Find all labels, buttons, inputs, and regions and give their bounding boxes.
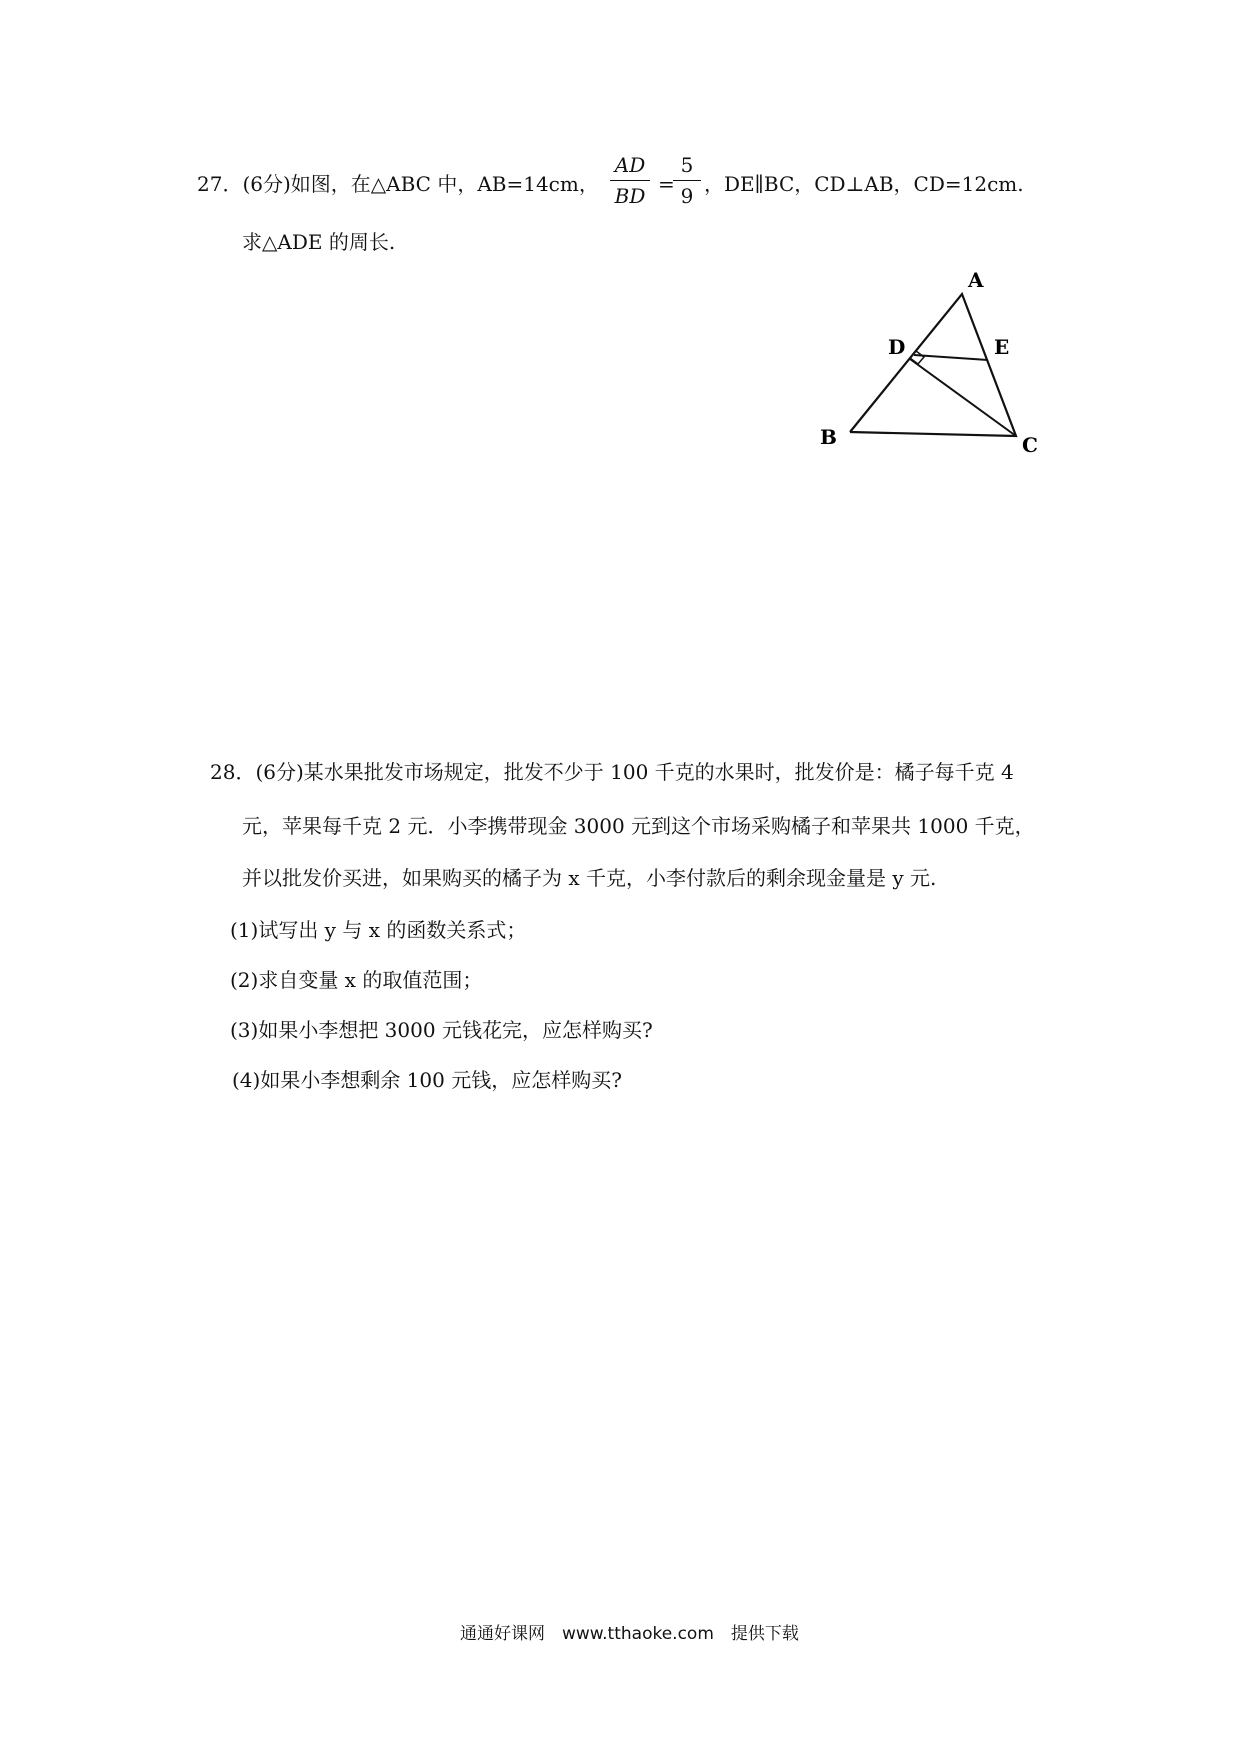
segment-de [914, 355, 988, 360]
q28-sub4: (4)如果小李想剩余 100 元钱，应怎样购买? [232, 1068, 622, 1092]
triangle-abc [850, 294, 1016, 436]
q27-fraction-ad-bd [610, 152, 650, 209]
footer-download-note: 通通好课网 www.tthaoke.com 提供下载 [460, 1624, 799, 1644]
q28-line1: 28．(6分)某水果批发市场规定，批发不少于 100 千克的水果时，批发价是：橘子每千克 4 [210, 760, 1014, 784]
fraction-denominator: 9 [680, 184, 694, 208]
label-a: A [968, 268, 984, 292]
q28-line3: 并以批发价买进，如果购买的橘子为 x 千克，小李付款后的剩余现金量是 y 元. [242, 866, 937, 890]
q27-fraction-5-9 [673, 152, 701, 209]
fraction-bar [673, 180, 701, 181]
q27-equals-sign: = [658, 172, 675, 196]
right-angle-mark [910, 351, 924, 364]
q28-line2: 元，苹果每千克 2 元．小李携带现金 3000 元到这个市场采购橘子和苹果共 1000 千克， [242, 814, 1035, 838]
triangle-figure [800, 260, 1080, 460]
q28-sub3: (3)如果小李想把 3000 元钱花完，应怎样购买? [230, 1018, 653, 1042]
label-b: B [820, 425, 837, 449]
q28-sub1: (1)试写出 y 与 x 的函数关系式； [230, 918, 527, 942]
fraction-denominator: BD [614, 184, 646, 208]
q27-text-part1: 27．(6分)如图，在△ABC 中，AB=14cm， [197, 172, 599, 196]
q27-line2: 求△ADE 的周长. [242, 230, 396, 254]
fraction-numerator: 5 [680, 153, 694, 177]
segment-cd [910, 359, 1016, 436]
q28-sub2: (2)求自变量 x 的取值范围； [230, 968, 483, 992]
label-e: E [994, 335, 1010, 359]
label-c: C [1022, 433, 1038, 457]
q27-text-part2: ，DE∥BC，CD⊥AB，CD=12cm. [704, 172, 1024, 196]
fraction-bar [610, 180, 650, 181]
label-d: D [888, 335, 906, 359]
fraction-numerator: AD [614, 153, 646, 177]
